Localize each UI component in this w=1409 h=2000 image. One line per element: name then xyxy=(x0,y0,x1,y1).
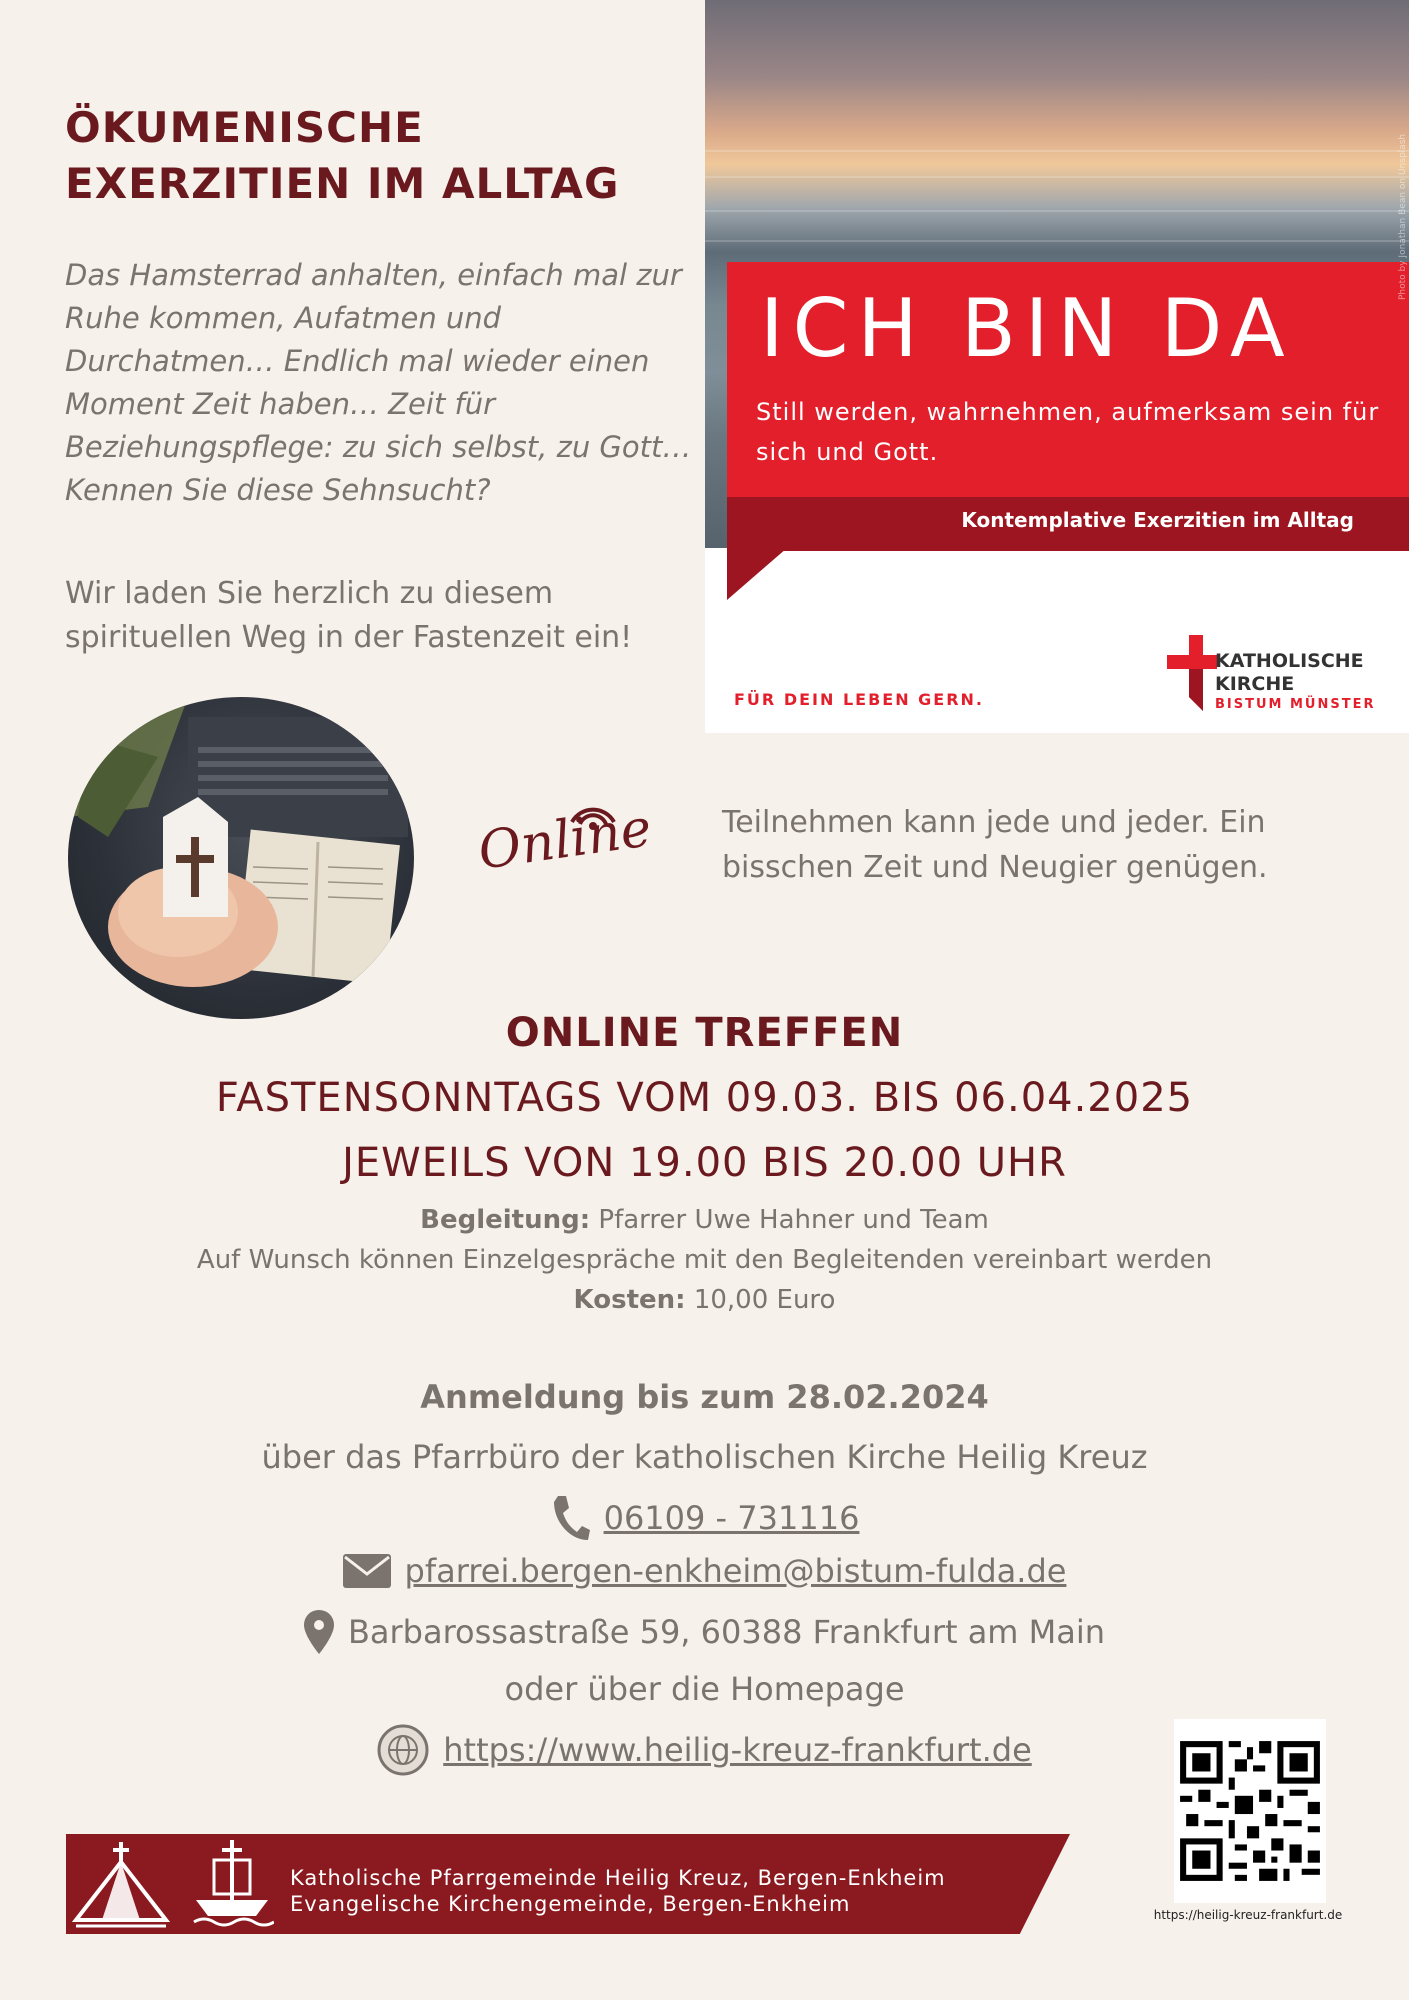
address-row xyxy=(0,1610,1409,1654)
cover-subtitle: Still werden, wahrnehmen, aufmerksam sein für sich und Gott. xyxy=(756,398,1380,466)
logo-line-1: KATHOLISCHE xyxy=(1215,650,1364,672)
title-line-1: ÖKUMENISCHE xyxy=(65,103,424,152)
event-lead xyxy=(0,1200,1409,1240)
registration-heading: Anmeldung bis zum 28.02.2024 xyxy=(420,1378,989,1416)
event-individual: Auf Wunsch können Einzelgespräche mit den Begleitenden vereinbart werden xyxy=(196,1245,1213,1275)
ship-cross-icon xyxy=(190,1838,274,1930)
qr-code[interactable] xyxy=(1174,1719,1326,1903)
cover-logo-sub: BISTUM MÜNSTER xyxy=(1215,697,1376,712)
website-link[interactable]: https://www.heilig-kreuz-frankfurt.de xyxy=(443,1731,1032,1769)
email-link[interactable]: pfarrei.bergen-enkheim@bistum-fulda.de xyxy=(404,1552,1067,1590)
event-times: JEWEILS VON 19.00 BIS 20.00 UHR xyxy=(342,1140,1067,1186)
footer-line-2: Evangelische Kirchengemeinde, Bergen-Enkheim xyxy=(290,1892,851,1916)
location-pin-icon xyxy=(304,1610,334,1654)
lead-label: Begleitung: xyxy=(420,1205,591,1235)
page-title xyxy=(65,100,665,212)
online-label: Online xyxy=(474,798,655,882)
cover-logo-text xyxy=(1215,650,1364,696)
church-tent-icon xyxy=(72,1840,170,1930)
mail-icon xyxy=(343,1554,391,1588)
footer-text xyxy=(290,1865,946,1917)
qr-code-pattern xyxy=(1174,1735,1326,1887)
event-dates: FASTENSONNTAGS VOM 09.03. BIS 06.04.2025 xyxy=(215,1075,1194,1121)
email-row xyxy=(0,1552,1409,1590)
logo-line-2: KIRCHE xyxy=(1215,673,1295,695)
footer-line-1: Katholische Pfarrgemeinde Heilig Kreuz, Bergen-Enkheim xyxy=(290,1866,946,1890)
phone-row xyxy=(0,1494,1409,1542)
title-line-2: EXERZITIEN IM ALLTAG xyxy=(65,159,620,208)
cover-heading: ICH BIN DA xyxy=(760,282,1294,375)
participation-text: Teilnehmen kann jede und jeder. Ein bisschen Zeit und Neugier genügen. xyxy=(722,805,1268,885)
cost-label: Kosten: xyxy=(573,1285,686,1315)
cover-band-text: Kontemplative Exerzitien im Alltag xyxy=(961,508,1354,532)
bible-hands-photo xyxy=(68,697,414,1019)
phone-icon xyxy=(550,1494,590,1542)
qr-caption: https://heilig-kreuz-frankfurt.de xyxy=(1153,1908,1343,1922)
invite-text: Wir laden Sie herzlich zu diesem spirituellen Weg in der Fastenzeit ein! xyxy=(65,576,633,655)
globe-icon xyxy=(377,1724,429,1776)
cover-photo-credit: Photo by Jonathan Bean on Unsplash xyxy=(1398,133,1408,300)
registration-via: über das Pfarrbüro der katholischen Kirche Heilig Kreuz xyxy=(261,1438,1148,1476)
address-text: Barbarossastraße 59, 60388 Frankfurt am Main xyxy=(347,1613,1106,1651)
event-cost xyxy=(0,1280,1409,1320)
cover-speech-tail xyxy=(727,548,787,600)
event-heading: ONLINE TREFFEN xyxy=(505,1010,904,1056)
cost-value: 10,00 Euro xyxy=(693,1285,836,1315)
homepage-text: oder über die Homepage xyxy=(504,1670,905,1708)
bible-hands-illustration xyxy=(68,697,414,1019)
lead-value: Pfarrer Uwe Hahner und Team xyxy=(598,1205,989,1235)
cover-slogan: FÜR DEIN LEBEN GERN. xyxy=(734,690,984,709)
intro-text: Das Hamsterrad anhalten, einfach mal zur Ruhe kommen, Aufatmen und Durchatmen… Endlich mal wieder einen Moment Zeit haben… Zeit für Beziehungspflege: zu sich selbst, zu Gott… Kennen Sie diese Sehnsucht? xyxy=(65,258,692,507)
phone-link[interactable]: 06109 - 731116 xyxy=(603,1499,860,1537)
